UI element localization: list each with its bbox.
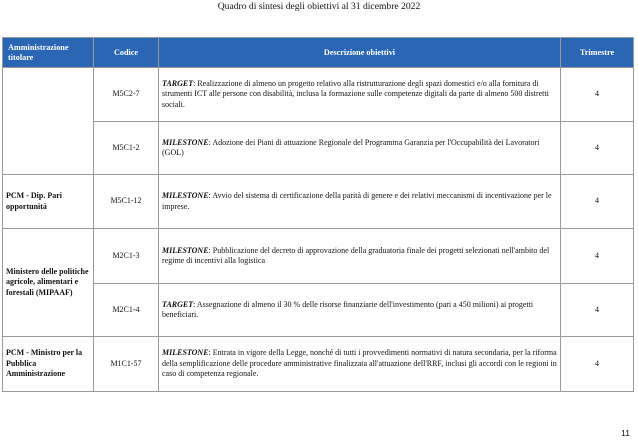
column-header-admin: Amministrazione titolare	[3, 38, 94, 68]
code-cell: M2C1-3	[94, 229, 159, 284]
table-row	[3, 122, 634, 175]
objective-text: : Assegnazione di almeno il 30 % delle risorse finanziarie dell'investimento (pari a 450 milioni) ai progetti beneficiari.	[162, 299, 534, 319]
table-row	[3, 284, 634, 337]
quarter-cell: 4	[561, 229, 634, 284]
table-row	[3, 68, 634, 122]
table-row	[3, 175, 634, 229]
admin-cell: PCM - Dip. Pari opportunità	[3, 175, 94, 229]
description-cell	[159, 175, 561, 229]
page-number: 11	[621, 428, 630, 438]
description-cell	[159, 337, 561, 392]
objective-text: : Avvio del sistema di certificazione della parità di genere e dei relativi meccanismi di incentivazione per le imprese.	[162, 191, 552, 211]
objective-text: : Adozione dei Piani di attuazione Regionale del Programma Garanzia per l'Occupabilità dei Lavoratori (GOL)	[162, 137, 540, 157]
objective-kind: MILESTONE	[162, 137, 209, 147]
admin-cell: PCM - Ministro per la Pubblica Amministrazione	[3, 337, 94, 392]
objectives-table	[2, 37, 634, 392]
quarter-cell: 4	[561, 284, 634, 337]
code-cell: M1C1-57	[94, 337, 159, 392]
quarter-cell: 4	[561, 175, 634, 229]
description-cell	[159, 229, 561, 284]
objective-text: : Pubblicazione del decreto di approvazione della graduatoria finale dei progetti selezionati nell'ambito del regime di incentivi alla logistica	[162, 245, 550, 265]
page-title: Quadro di sintesi degli obiettivi al 31 dicembre 2022	[217, 1, 421, 12]
objective-text: : Entrata in vigore della Legge, nonché di tutti i provvedimenti normativi di natura secondaria, per la riforma della semplificazione delle procedure amministrative finalizzata all'attuazione dell'RRF, inclusi gli accordi con le regioni in caso di competenza regionale.	[162, 348, 557, 379]
table-row	[3, 337, 634, 392]
admin-cell: Ministero delle politiche agricole, alimentari e forestali (MIPAAF)	[3, 229, 94, 337]
code-cell: M5C1-12	[94, 175, 159, 229]
column-header-description: Descrizione obiettivi	[159, 38, 561, 68]
objective-kind: MILESTONE	[162, 245, 209, 255]
quarter-cell: 4	[561, 68, 634, 122]
objective-kind: MILESTONE	[162, 191, 209, 200]
admin-cell	[3, 68, 94, 175]
code-cell: M2C1-4	[94, 284, 159, 337]
code-cell: M5C2-7	[94, 68, 159, 122]
description-cell	[159, 122, 561, 175]
column-header-code: Codice	[94, 38, 159, 68]
objective-kind: TARGET	[162, 299, 194, 309]
objective-text: : Realizzazione di almeno un progetto relativo alla ristrutturazione degli spazi domestici e/o alla fornitura di strumenti ICT alle persone con disabilità, inclusa la formazione sulle competenze digitali da parte di almeno 500 distretti sociali.	[162, 78, 549, 109]
quarter-cell: 4	[561, 122, 634, 175]
objective-kind: MILESTONE	[162, 348, 209, 358]
column-header-quarter: Trimestre	[561, 38, 634, 68]
quarter-cell: 4	[561, 337, 634, 392]
description-cell	[159, 284, 561, 337]
table-header-row	[3, 38, 634, 68]
objective-kind: TARGET	[162, 78, 194, 88]
description-cell	[159, 68, 561, 122]
table-row	[3, 229, 634, 284]
code-cell: M5C1-2	[94, 122, 159, 175]
